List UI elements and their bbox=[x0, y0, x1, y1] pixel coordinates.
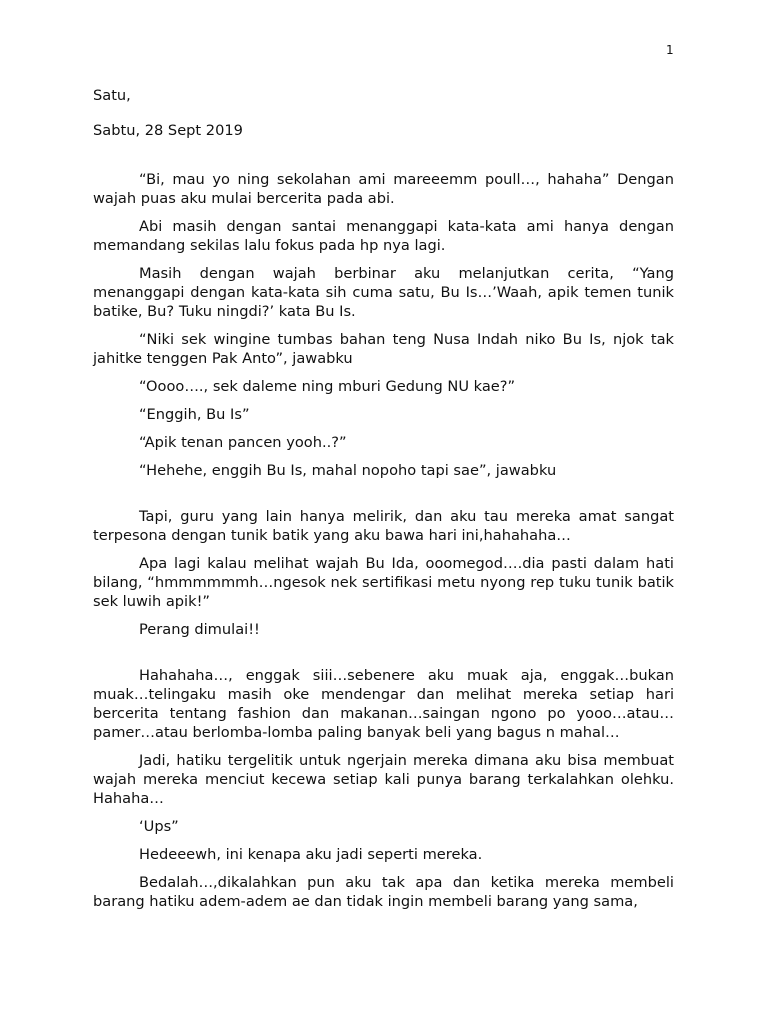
paragraph: Bedalah…,dikalahkan pun aku tak apa dan ketika mereka membeli barang hatiku adem-adem ae dan tidak ingin membeli barang yang sama, bbox=[93, 874, 674, 910]
page-number: 1 bbox=[666, 43, 674, 57]
document-body bbox=[93, 86, 674, 920]
paragraph: Tapi, guru yang lain hanya melirik, dan aku tau mereka amat sangat terpesona dengan tunik batik yang aku bawa hari ini,hahahaha… bbox=[93, 508, 674, 544]
paragraph-gap bbox=[93, 648, 674, 666]
paragraph: ‘Ups” bbox=[139, 818, 179, 835]
heading-title: Satu, bbox=[93, 87, 131, 104]
heading-date: Sabtu, 28 Sept 2019 bbox=[93, 122, 243, 139]
paragraph: “Bi, mau yo ning sekolahan ami mareeemm poull…, hahaha” Dengan wajah puas aku mulai bercerita pada abi. bbox=[93, 171, 674, 207]
paragraph: Hahahaha…, enggak siii…sebenere aku muak aja, enggak…bukan muak…telingaku masih oke mendengar dan melihat mereka setiap hari bercerita tentang fashion dan makanan…saingan ngono po yooo…atau…pamer…atau berlomba-lomba paling banyak beli yang bagus n mahal… bbox=[93, 667, 674, 741]
paragraph: “Enggih, Bu Is” bbox=[139, 406, 250, 423]
paragraph: Jadi, hatiku tergelitik untuk ngerjain mereka dimana aku bisa membuat wajah mereka menciut kecewa setiap kali punya barang terkalahkan olehku. Hahaha… bbox=[93, 752, 674, 807]
paragraph: “Niki sek wingine tumbas bahan teng Nusa Indah niko Bu Is, njok tak jahitke tenggen Pak Anto”, jawabku bbox=[93, 331, 674, 367]
paragraph: Abi masih dengan santai menanggapi kata-kata ami hanya dengan memandang sekilas lalu fokus pada hp nya lagi. bbox=[93, 218, 674, 254]
paragraph: “Hehehe, enggih Bu Is, mahal nopoho tapi sae”, jawabku bbox=[139, 462, 557, 479]
paragraph-gap bbox=[93, 489, 674, 507]
paragraph: Perang dimulai!! bbox=[139, 621, 260, 638]
paragraph: “Apik tenan pancen yooh..?” bbox=[139, 434, 347, 451]
paragraph: Hedeeewh, ini kenapa aku jadi seperti mereka. bbox=[139, 846, 483, 863]
paragraph: Masih dengan wajah berbinar aku melanjutkan cerita, “Yang menanggapi dengan kata-kata sih cuma satu, Bu Is…’Waah, apik temen tunik batike, Bu? Tuku ningdi?’ kata Bu Is. bbox=[93, 265, 674, 320]
paragraph: “Oooo…., sek daleme ning mburi Gedung NU kae?” bbox=[139, 378, 516, 395]
paragraph: Apa lagi kalau melihat wajah Bu Ida, ooomegod….dia pasti dalam hati bilang, “hmmmmmmh…ngesok nek sertifikasi metu nyong rep tuku tunik batik sek luwih apik!” bbox=[93, 555, 674, 610]
